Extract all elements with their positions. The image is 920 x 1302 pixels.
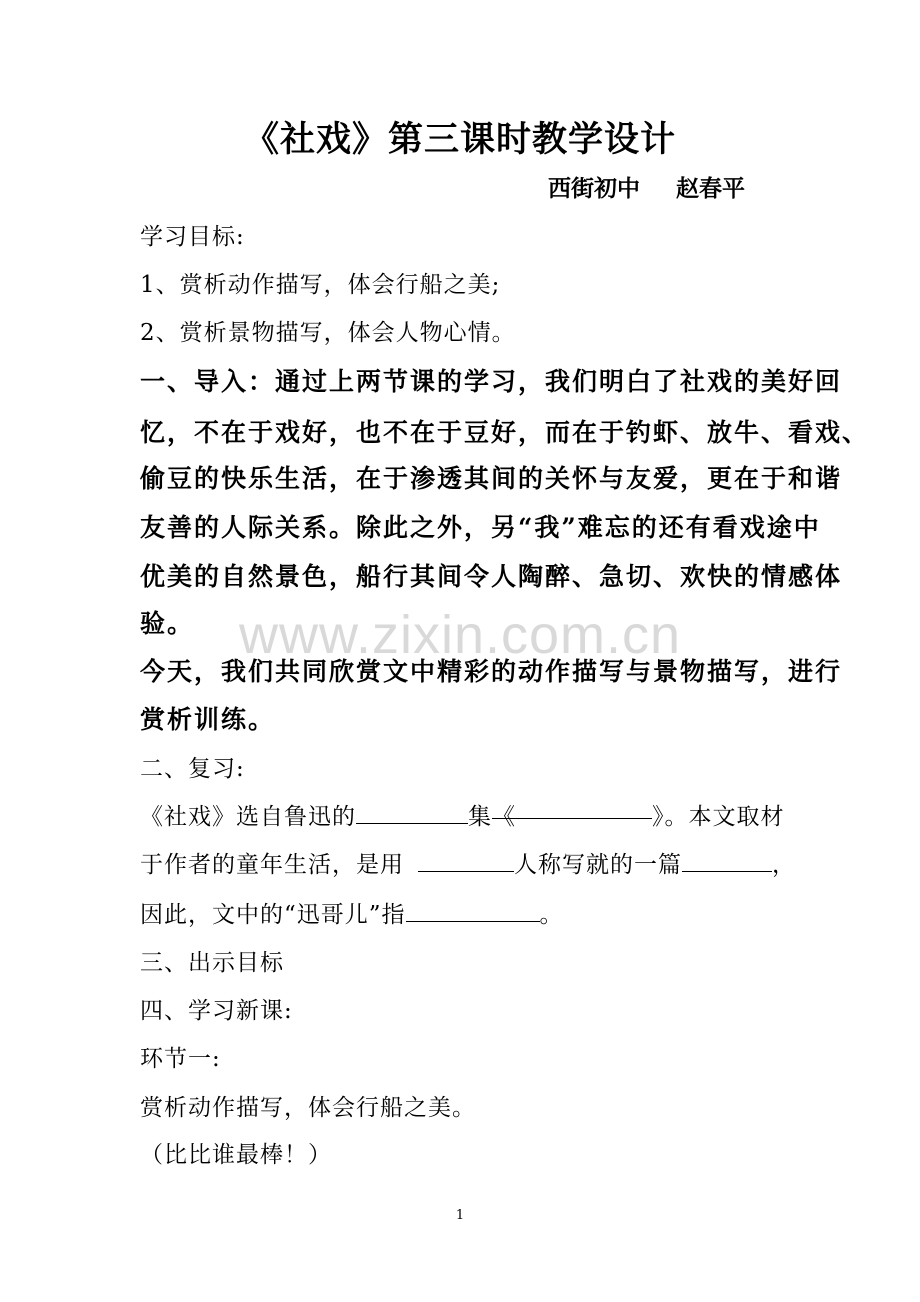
author-school: 西街初中 (548, 175, 640, 202)
objective-item-1: 1、赏析动作描写，体会行船之美; (140, 272, 501, 298)
intro-line-4: 友善的人际关系。除此之外，另“我”难忘的还有看戏途中 (140, 513, 821, 542)
step-1-text: 赏析动作描写，体会行船之美。 (140, 1095, 476, 1121)
intro-line-8: 赏析训练。 (140, 705, 276, 734)
fill-blank-genre (682, 851, 772, 872)
fill-blank-person (418, 851, 514, 872)
intro-line-3: 偷豆的快乐生活，在于渗透其间的关怀与友爱，更在于和谐 (140, 464, 843, 493)
review-text: ， (772, 852, 796, 878)
review-line-3 (140, 896, 564, 929)
intro-line-6: 验。 (140, 609, 195, 638)
review-text: 。 (539, 902, 564, 928)
page-number: 1 (455, 1208, 465, 1223)
review-text: 》。本文取材 (652, 804, 785, 830)
watermark: www.zixin.com.cn (238, 605, 682, 665)
review-text: 《社戏》选自鲁迅的 (140, 804, 356, 830)
objective-item-2: 2、赏析景物描写，体会人物心情。 (140, 320, 516, 346)
review-line-1 (140, 798, 785, 831)
objectives-heading: 学习目标: (140, 224, 245, 250)
step-1-heading: 环节一: (140, 1046, 221, 1072)
intro-line-7: 今天，我们共同欣赏文中精彩的动作描写与景物描写，进行 (140, 657, 843, 686)
review-text: 集 (468, 804, 492, 830)
review-line-2 (140, 846, 796, 879)
review-text: 《 (492, 804, 516, 830)
section-4-heading: 四、学习新课: (140, 998, 293, 1024)
review-text: 因此，文中的“迅哥儿”指 (140, 902, 406, 928)
fill-blank-book (492, 798, 652, 830)
author-line (548, 170, 745, 203)
review-heading: 二、复习: (140, 756, 245, 782)
intro-line-1: 一、导入：通过上两节课的学习，我们明白了社戏的美好回 (140, 367, 843, 396)
fill-blank-refers-to (406, 901, 540, 922)
intro-line-2: 忆，不在于戏好，也不在于豆好，而在于钓虾、放牛、看戏、 (140, 418, 870, 447)
step-1-note: （比比谁最棒！） (140, 1142, 332, 1168)
review-text: 人称写就的一篇 (514, 852, 682, 878)
fill-blank-collection (356, 803, 468, 824)
author-name: 赵春平 (676, 175, 745, 202)
document-title: 《社戏》第三课时教学设计 (243, 119, 676, 160)
review-text: 于作者的童年生活，是用 (140, 852, 404, 878)
section-3-heading: 三、出示目标 (140, 950, 284, 976)
intro-line-5: 优美的自然景色，船行其间令人陶醉、急切、欢快的情感体 (140, 562, 843, 591)
